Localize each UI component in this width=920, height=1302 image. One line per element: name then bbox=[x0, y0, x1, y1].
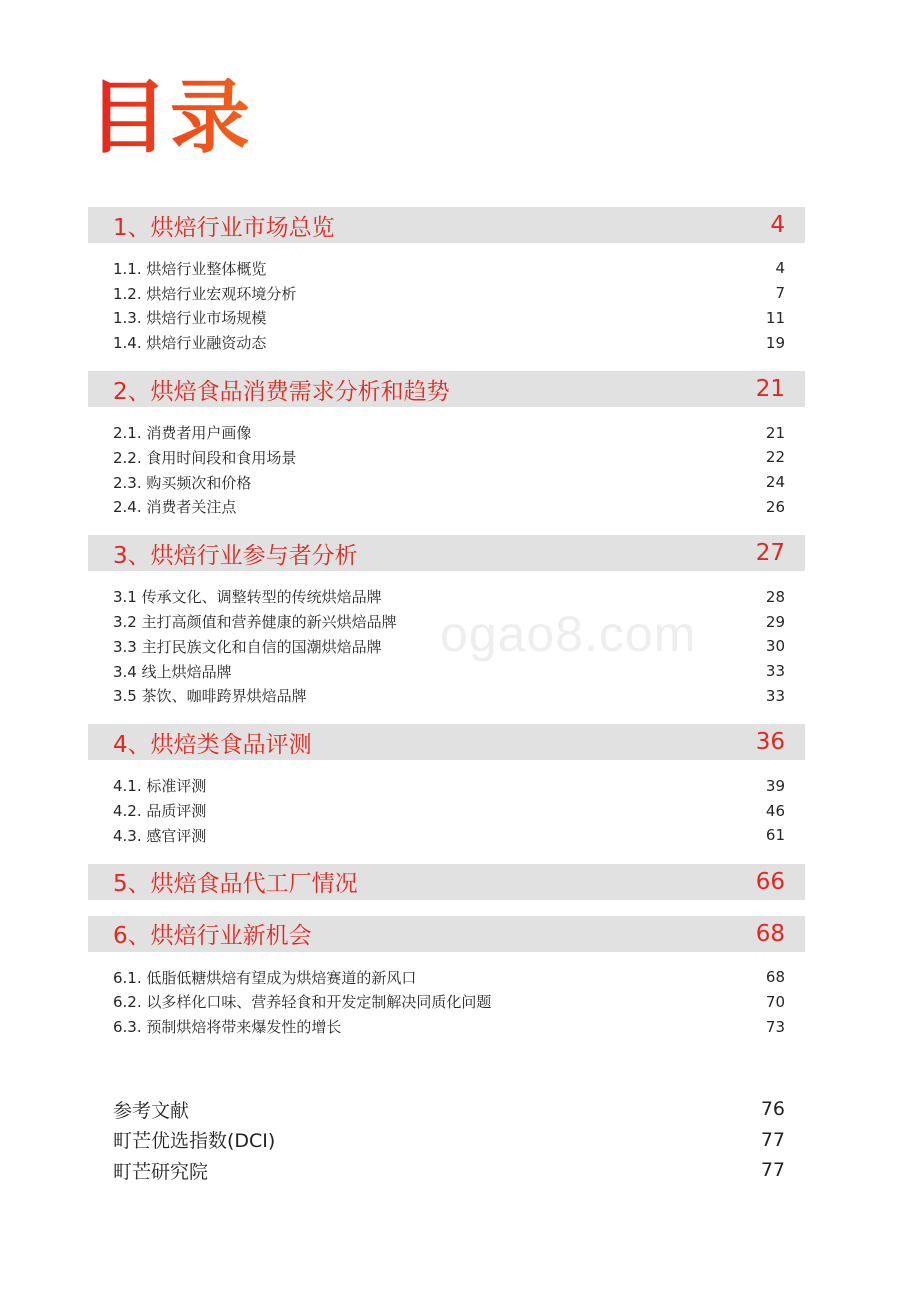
toc-entry[interactable] bbox=[113, 823, 785, 848]
toc-entry-label: 1.3. 烘焙行业市场规模 bbox=[113, 309, 267, 328]
appendix-entry[interactable] bbox=[113, 1125, 785, 1156]
toc-entry-label: 3.4 线上烘焙品牌 bbox=[113, 662, 232, 681]
toc-entry[interactable] bbox=[113, 609, 785, 634]
chapter-heading-5[interactable] bbox=[88, 864, 805, 900]
spacer bbox=[88, 900, 805, 916]
toc-entry-label: 1.1. 烘焙行业整体概览 bbox=[113, 259, 267, 278]
chapter-6-items bbox=[88, 952, 805, 1055]
page-title: 目录 bbox=[88, 71, 252, 164]
toc-entry[interactable] bbox=[113, 965, 785, 990]
toc-entry-label: 1.2. 烘焙行业宏观环境分析 bbox=[113, 284, 297, 303]
toc-entry-label: 4.1. 标准评测 bbox=[113, 777, 207, 796]
toc-entry-label: 4.2. 品质评测 bbox=[113, 802, 207, 821]
chapter-title: 2、烘焙食品消费需求分析和趋势 bbox=[113, 378, 450, 405]
toc-entry-page: 4 bbox=[775, 259, 785, 278]
chapter-2-items bbox=[88, 407, 805, 535]
chapter-heading-1[interactable] bbox=[88, 207, 805, 243]
chapter-title: 1、烘焙行业市场总览 bbox=[113, 214, 335, 241]
chapter-title: 5、烘焙食品代工厂情况 bbox=[113, 871, 358, 898]
toc-entry-label: 4.3. 感官评测 bbox=[113, 826, 207, 845]
chapter-page-number: 27 bbox=[755, 540, 785, 567]
toc-entry-page: 21 bbox=[765, 423, 785, 442]
chapter-heading-2[interactable] bbox=[88, 371, 805, 407]
toc-entry-page: 73 bbox=[765, 1017, 785, 1036]
chapter-page-number: 21 bbox=[755, 376, 785, 403]
appendix-page: 77 bbox=[760, 1128, 785, 1151]
chapter-heading-3[interactable] bbox=[88, 535, 805, 571]
toc-entry[interactable] bbox=[113, 798, 785, 823]
chapter-4-items bbox=[88, 760, 805, 863]
toc-entry-page: 30 bbox=[765, 637, 785, 656]
toc-entry[interactable] bbox=[113, 330, 785, 355]
toc-entry-page: 39 bbox=[765, 776, 785, 795]
toc-entry[interactable] bbox=[113, 634, 785, 659]
toc-entry[interactable] bbox=[113, 990, 785, 1015]
toc-entry[interactable] bbox=[113, 1014, 785, 1039]
toc-entry-page: 24 bbox=[765, 473, 785, 492]
table-of-contents bbox=[88, 207, 805, 1055]
toc-entry[interactable] bbox=[113, 773, 785, 798]
toc-entry-label: 2.2. 食用时间段和食用场景 bbox=[113, 448, 297, 467]
toc-entry[interactable] bbox=[113, 659, 785, 684]
toc-entry-page: 33 bbox=[765, 686, 785, 705]
appendix-entry[interactable] bbox=[113, 1155, 785, 1186]
toc-entry-label: 1.4. 烘焙行业融资动态 bbox=[113, 334, 267, 353]
chapter-title: 4、烘焙类食品评测 bbox=[113, 731, 312, 758]
toc-entry[interactable] bbox=[113, 584, 785, 609]
toc-entry-page: 68 bbox=[765, 968, 785, 987]
toc-entry-page: 61 bbox=[765, 826, 785, 845]
toc-entry-label: 2.4. 消费者关注点 bbox=[113, 498, 237, 517]
toc-entry-label: 2.1. 消费者用户画像 bbox=[113, 424, 252, 443]
toc-entry-page: 26 bbox=[765, 497, 785, 516]
toc-entry[interactable] bbox=[113, 256, 785, 281]
chapter-page-number: 4 bbox=[770, 212, 785, 238]
toc-entry-page: 33 bbox=[765, 662, 785, 681]
toc-entry-label: 3.3 主打民族文化和自信的国潮烘焙品牌 bbox=[113, 637, 382, 656]
chapter-3-items bbox=[88, 571, 805, 724]
appendix-label: 町芒研究院 bbox=[113, 1160, 209, 1183]
chapter-page-number: 66 bbox=[755, 868, 785, 895]
toc-entry[interactable] bbox=[113, 306, 785, 331]
appendix-page: 76 bbox=[760, 1098, 785, 1121]
toc-entry-label: 6.1. 低脂低糖烘焙有望成为烘焙赛道的新风口 bbox=[113, 968, 417, 987]
toc-entry-page: 7 bbox=[775, 284, 785, 303]
toc-entry-page: 22 bbox=[765, 448, 785, 467]
appendix-list bbox=[113, 1094, 785, 1186]
toc-entry[interactable] bbox=[113, 495, 785, 520]
appendix-entry[interactable] bbox=[113, 1094, 785, 1125]
watermark: ogao8.com bbox=[440, 606, 697, 662]
toc-entry[interactable] bbox=[113, 470, 785, 495]
appendix-label: 参考文献 bbox=[113, 1099, 190, 1122]
toc-entry-page: 46 bbox=[765, 801, 785, 820]
chapter-title: 3、烘焙行业参与者分析 bbox=[113, 542, 358, 569]
toc-entry-label: 6.3. 预制烘焙将带来爆发性的增长 bbox=[113, 1018, 342, 1037]
toc-entry-page: 28 bbox=[765, 587, 785, 606]
toc-entry-label: 6.2. 以多样化口味、营养轻食和开发定制解决同质化问题 bbox=[113, 993, 492, 1012]
chapter-page-number: 36 bbox=[755, 729, 785, 756]
chapter-page-number: 68 bbox=[755, 920, 785, 947]
toc-entry-label: 2.3. 购买频次和价格 bbox=[113, 473, 252, 492]
toc-entry-label: 3.5 茶饮、咖啡跨界烘焙品牌 bbox=[113, 687, 307, 706]
appendix-page: 77 bbox=[760, 1159, 785, 1182]
chapter-heading-4[interactable] bbox=[88, 724, 805, 760]
toc-entry[interactable] bbox=[113, 445, 785, 470]
toc-entry-label: 3.1 传承文化、调整转型的传统烘焙品牌 bbox=[113, 588, 382, 607]
toc-entry-page: 19 bbox=[765, 333, 785, 352]
toc-entry-page: 70 bbox=[765, 992, 785, 1011]
toc-entry[interactable] bbox=[113, 684, 785, 709]
toc-entry[interactable] bbox=[113, 281, 785, 306]
toc-entry-page: 11 bbox=[765, 308, 785, 327]
toc-entry-page: 29 bbox=[765, 612, 785, 631]
toc-entry[interactable] bbox=[113, 420, 785, 445]
chapter-1-items bbox=[88, 243, 805, 371]
chapter-heading-6[interactable] bbox=[88, 916, 805, 952]
appendix-label: 町芒优选指数(DCI) bbox=[113, 1130, 276, 1153]
toc-entry-label: 3.2 主打高颜值和营养健康的新兴烘焙品牌 bbox=[113, 613, 397, 632]
chapter-title: 6、烘焙行业新机会 bbox=[113, 923, 312, 950]
